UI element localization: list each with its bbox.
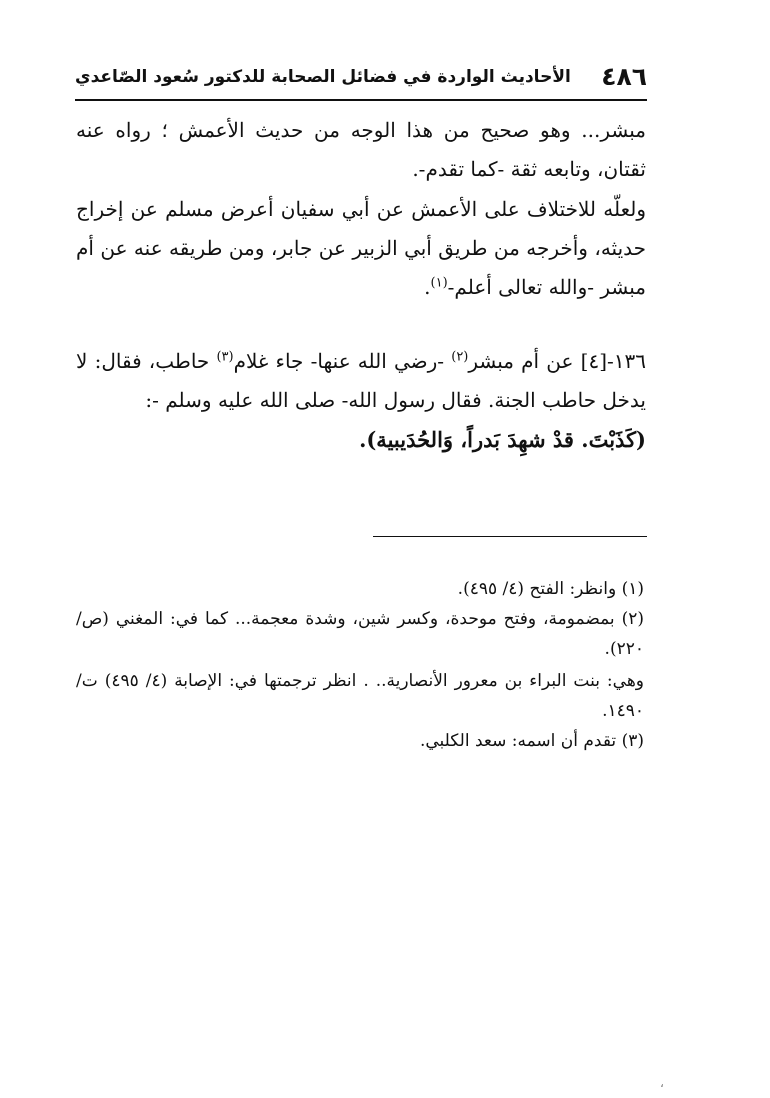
- running-title: الأحاديث الواردة في فضائل الصحابة للدكتور سُعود الصّاعدي: [75, 67, 571, 87]
- footnote-2-continuation: وهي: بنت البراء بن معرور الأنصارية.. . انظر ترجمتها في: الإصابة (٤/ ٤٩٥) ت/ ١٤٩٠.: [76, 671, 644, 721]
- hadith-rest: حاطب، فقال: لا يدخل حاطب الجنة. فقال رسول الله- صلى الله عليه وسلم -:: [76, 349, 646, 412]
- page-number: ٤٨٦: [601, 62, 647, 91]
- footnote-ref-3: (٣): [216, 349, 234, 365]
- margin-mark: ،: [660, 1076, 664, 1090]
- paragraph-2-body: ولعلّه للاختلاف على الأعمش عن أبي سفيان أعرض مسلم عن إخراج حديثه، وأخرجه من طريق أبي الزبير عن جابر، ومن طريقه عنه عن أم مبشر -والله تعالى أعلم-: [76, 197, 646, 299]
- paragraph-2-end: .: [424, 275, 431, 299]
- hadith-136: [76, 342, 646, 459]
- page-header: [75, 58, 647, 98]
- hadith-mid: -رضي الله عنها- جاء غلام: [233, 349, 452, 373]
- paragraph-1-text: مبشر... وهو صحيح من هذا الوجه من حديث الأعمش ؛ رواه عنه ثقتان، وتابعه ثقة -كما تقدم-.: [76, 118, 646, 181]
- paragraph-2: [76, 190, 646, 307]
- footnote-3: (٣) تقدم أن اسمه: سعد الكلبي.: [419, 731, 644, 751]
- footnotes: [76, 574, 644, 756]
- footnote-rule: [373, 536, 647, 537]
- footnote-1: (١) وانظر: الفتح (٤/ ٤٩٥).: [457, 579, 644, 599]
- header-rule: [75, 99, 647, 101]
- paragraph-1: [76, 111, 646, 189]
- hadith-text: [76, 342, 646, 420]
- footnote-ref-2: (٢): [451, 349, 469, 365]
- hadith-lead: ١٣٦-[٤] عن أم مبشر: [468, 349, 646, 373]
- footnote-ref-1: (١): [430, 275, 448, 291]
- paragraph-2-text: [76, 190, 646, 307]
- hadith-quote: (كَذَبْتَ. قدْ شهِدَ بَدراً، وَالحُدَيبية).: [359, 427, 646, 452]
- footnote-2: (٢) بمضمومة، وفتح موحدة، وكسر شين، وشدة معجمة... كما في: المغني (ص/ ٢٢٠).: [76, 609, 644, 659]
